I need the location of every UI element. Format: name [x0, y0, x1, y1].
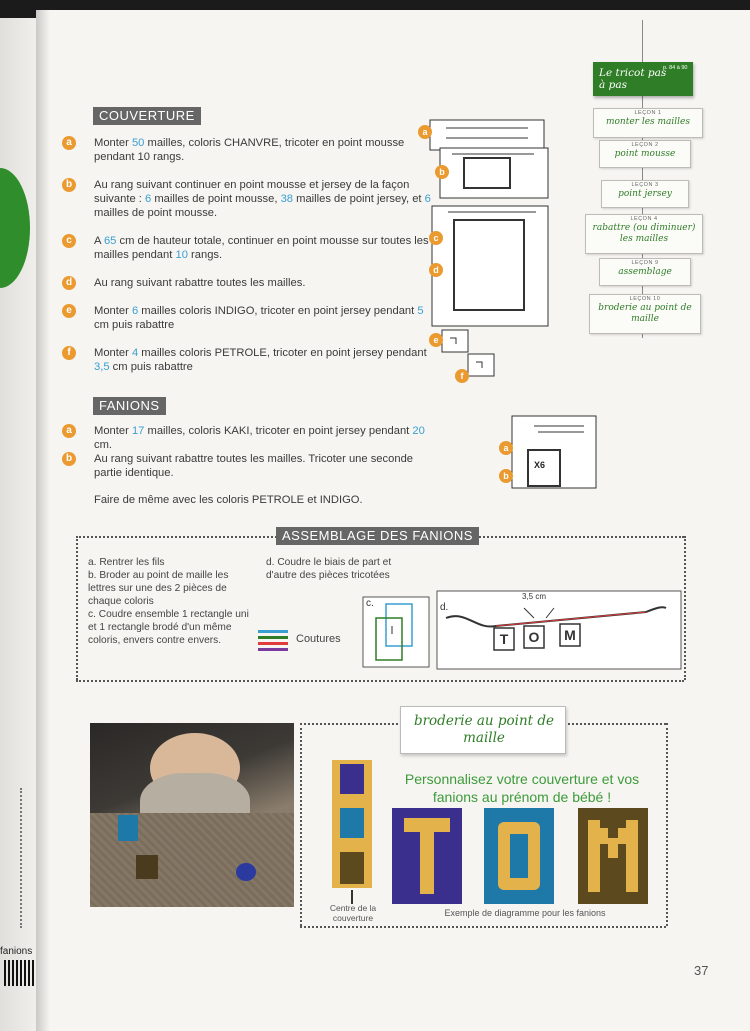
lesson-title: rabattre (ou diminuer) les mailles: [592, 223, 696, 244]
broderie-bottom-border: [300, 926, 666, 928]
step-text: Au rang suivant rabattre toutes les mailles.: [94, 277, 306, 289]
left-dotted-frame: [0, 788, 22, 928]
green-tab-decor: [0, 168, 30, 288]
letter-grid-o: [484, 808, 554, 904]
left-tab-label: fanions: [0, 946, 33, 957]
assemblage-step-c: c. Coudre ensemble 1 rectangle uni et 1 rectangle brodé d'un même coloris, envers contre envers.: [88, 609, 249, 646]
tom-letter-o: O: [528, 629, 540, 645]
lesson-number: LEÇON 1: [634, 110, 662, 116]
lesson-10[interactable]: [589, 294, 701, 334]
assemblage-step-b: b. Broder au point de maille les lettres sur une des 2 pièces de chaque coloris: [88, 570, 229, 607]
broderie-right-border: [666, 723, 668, 926]
assemblage-heading: ASSEMBLAGE DES FANIONS: [276, 527, 479, 545]
lesson-4[interactable]: [585, 214, 703, 254]
step-marker: b: [62, 178, 76, 192]
step-text: A 65 cm de hauteur totale, continuer en point mousse sur toutes les mailles pendant 10 rangs.: [94, 235, 429, 261]
tom-letter-t: T: [499, 631, 509, 647]
lesson-number: LEÇON 10: [629, 296, 661, 302]
lesson-title: broderie au point de maille: [598, 303, 692, 324]
diagram-marker-a: [418, 125, 432, 139]
assemblage-bottom-border: [76, 680, 684, 682]
label-d: d.: [440, 602, 449, 613]
broderie-title-box: [400, 706, 566, 754]
step-marker: c: [62, 234, 76, 248]
example-caption: Exemple de diagramme pour les fanions: [444, 908, 606, 918]
step-text: Monter 6 mailles coloris INDIGO, tricoter en point jersey pendant 5 cm puis rabattre: [94, 305, 424, 331]
step-marker: e: [62, 304, 76, 318]
svg-text:a: a: [503, 443, 509, 453]
step-marker: f: [62, 346, 76, 360]
broderie-left-border: [300, 723, 302, 926]
tricot-banner[interactable]: [593, 62, 693, 96]
diagram-marker-e: [429, 333, 443, 347]
coutures-label: Coutures: [296, 633, 341, 645]
svg-text:e: e: [433, 335, 439, 345]
label-c: c.: [366, 598, 374, 609]
letter-grid-t: [392, 808, 462, 904]
svg-text:b: b: [503, 471, 509, 481]
diagram-marker-c: [429, 231, 443, 245]
step-marker: b: [62, 452, 76, 466]
lesson-number: LEÇON 3: [631, 182, 659, 188]
banner-title: Le tricot pas à pas: [599, 67, 667, 91]
assemblage-step-d: d. Coudre le biais de part et d'autre des pièces tricotées: [266, 557, 392, 581]
lesson-title: monter les mailles: [605, 117, 691, 127]
diagram-marker-b: [435, 165, 449, 179]
assemblage-diagram-d: [436, 590, 682, 670]
svg-text:f: f: [460, 371, 464, 381]
fanion-diagram-label: X6: [534, 460, 546, 470]
gutter-shadow: [36, 10, 50, 1031]
step-marker: a: [62, 136, 76, 150]
left-page-edge: [0, 18, 38, 1031]
step-text: Monter 17 mailles, coloris KAKI, tricoter en point jersey pendant 20 cm.: [94, 425, 425, 451]
lesson-number: LEÇON 9: [631, 260, 659, 266]
assemblage-step-a: a. Rentrer les fils: [88, 557, 165, 568]
lesson-number: LEÇON 4: [630, 216, 658, 222]
svg-text:d: d: [433, 265, 439, 275]
step-text: Monter 4 mailles coloris PETROLE, tricoter en point jersey pendant 3,5 cm puis rabattre: [94, 347, 427, 373]
svg-text:a: a: [422, 127, 428, 137]
center-arrow: [351, 890, 353, 904]
lesson-title: point jersey: [618, 189, 672, 199]
broderie-title: broderie au point de maille: [413, 713, 555, 746]
barcode-fragment: [4, 960, 36, 986]
couverture-diagram: [418, 110, 558, 390]
lesson-sidebar: [585, 20, 705, 350]
svg-text:c: c: [433, 233, 439, 243]
banner-pages: p. 84 à 90: [663, 65, 688, 71]
step-text: Monter 50 mailles, coloris CHANVRE, tricoter en point mousse pendant 10 rangs.: [94, 137, 405, 163]
measure-label: 3,5 cm: [522, 592, 547, 601]
fanions-note: Faire de même avec les coloris PETROLE et INDIGO.: [94, 494, 363, 506]
assemblage-right-border: [684, 536, 686, 680]
step-text: Au rang suivant rabattre toutes les mailles. Tricoter une seconde partie identique.: [94, 453, 414, 479]
fanions-heading: FANIONS: [93, 397, 166, 415]
assemblage-right-text: [266, 556, 416, 582]
assemblage-left-border: [76, 536, 78, 680]
lesson-3[interactable]: [601, 180, 689, 208]
lesson-1[interactable]: [593, 108, 703, 138]
step-text: Au rang suivant continuer en point mousse et jersey de la façon suivante : 6 mailles de point mousse, 38 mailles de point jersey, et 6 mailles de point mousse.: [94, 179, 431, 219]
fanion-diagram: [498, 414, 598, 490]
coutures-legend: [258, 628, 348, 652]
baby-photo: [90, 723, 294, 907]
page-number: 37: [694, 963, 709, 978]
diagram-marker-f: [455, 369, 469, 383]
assemblage-left-text: [88, 556, 253, 647]
center-diagram: [332, 760, 372, 888]
tom-letter-m: M: [564, 627, 576, 643]
lesson-9[interactable]: [599, 258, 691, 286]
broderie-headline: Personnalisez votre couverture et vos fanions au prénom de bébé !: [404, 771, 640, 805]
couverture-heading: COUVERTURE: [93, 107, 201, 125]
center-caption: Centre de la couverture: [329, 903, 377, 923]
step-marker: d: [62, 276, 76, 290]
step-marker: a: [62, 424, 76, 438]
lesson-title: assemblage: [618, 267, 672, 277]
lesson-2[interactable]: [599, 140, 691, 168]
diagram-marker-d: [429, 263, 443, 277]
svg-text:b: b: [439, 167, 445, 177]
lesson-title: point mousse: [614, 149, 676, 159]
letter-grid-m: [578, 808, 648, 904]
lesson-number: LEÇON 2: [631, 142, 659, 148]
